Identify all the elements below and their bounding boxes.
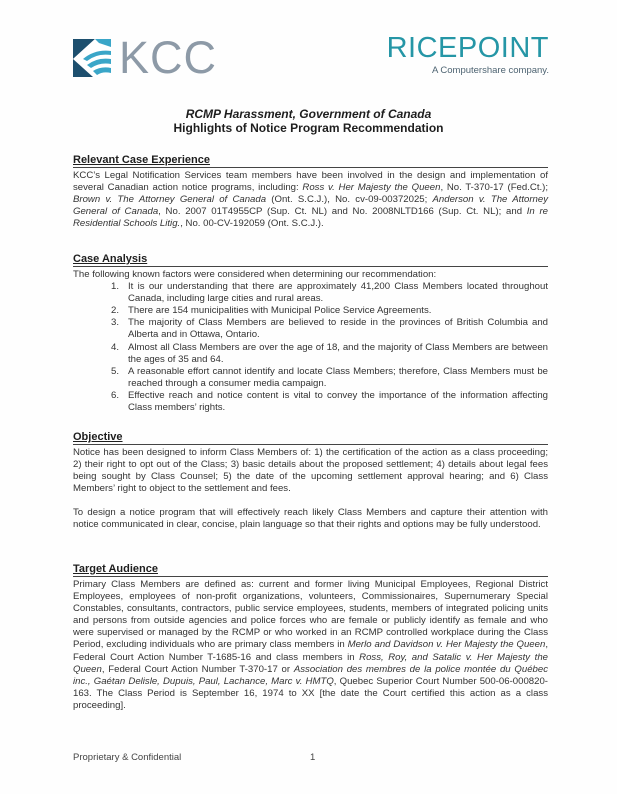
text-run: , No. 00-CV-192059 (Ont. S.C.J.). <box>180 218 324 230</box>
section-heading: Objective <box>73 431 548 445</box>
ricepoint-logo <box>387 33 549 76</box>
text-run: Primary Class Members are defined as: current and former living Municipal Employees, Regional District Employees, employees of non-profit organizations, volunteers, Commissionaires, Supernumerary Special Constables, consultants, contractors, public service employees, students, members of integrated policing units and persons from outside agencies and police forces who are female or publicly identify as female and who were supervised or managed by the RCMP or who worked in an RCMP controlled workplace during the Class Period, excluding individuals who are primary class members in <box>73 579 548 651</box>
section-objective <box>73 431 548 532</box>
case-citation: In re Residential Schools Litig. <box>73 206 548 230</box>
objective-paragraph-1: Notice has been designed to inform Class Members of: 1) the certification of the action as a class proceeding; 2) their right to opt out of the Class; 3) basic details about the proposed settlement; 4) details about legal fees being sought by Class Counsel; 5) the date of the upcoming settlement approval hearing; and 6) Class Members’ right to object to the settlement and fees. <box>73 447 548 495</box>
kcc-logo-text: KCC <box>119 32 218 83</box>
factor-item <box>73 281 548 305</box>
case-experience-paragraph <box>73 170 548 230</box>
factor-number: 6. <box>111 389 120 401</box>
factor-item <box>73 390 548 414</box>
factor-item <box>73 305 548 317</box>
factor-item <box>73 366 548 390</box>
factor-number: 4. <box>111 341 120 353</box>
text-run: , No. T-370-17 (Fed.Ct.); <box>440 182 549 194</box>
text-run: , Federal Court Action Number T-1685-16 and class members in <box>73 639 548 663</box>
section-case-analysis <box>73 253 548 414</box>
ricepoint-logo-text: RICEPOINT <box>386 32 549 64</box>
kcc-logo <box>73 32 218 83</box>
factors-list <box>73 281 548 414</box>
title-case-name: RCMP Harassment, Government of Canada <box>185 107 432 121</box>
case-citation: Ross, Roy, and Satalic v. Her Majesty the Queen <box>73 651 548 675</box>
case-citation: Brown v. The Attorney General of Canada <box>73 194 267 206</box>
title-subtitle: Highlights of Notice Program Recommendation <box>173 121 444 135</box>
objective-paragraph-2: To design a notice program that will effectively reach likely Class Members and capture their attention with notice communicated in clear, concise, plain language so that their rights and options may be fully understood. <box>73 507 548 531</box>
text-run: , Federal Court Action Number T-370-17 or <box>101 663 294 675</box>
factor-number: 2. <box>111 305 120 317</box>
case-citation: Association des membres de la police montée du Québec inc., Gaétan Delisle, Dupuis, Paul, Lachance, Marc v. HMTQ <box>73 663 548 687</box>
section-heading: Case Analysis <box>73 253 548 267</box>
document-title <box>0 107 617 136</box>
section-target-audience <box>73 563 548 712</box>
factor-number: 3. <box>111 317 120 329</box>
text-run: , No. 2007 01T4955CP (Sup. Ct. NL) and No. 2008NLTD166 (Sup. Ct. NL); and <box>158 206 527 218</box>
factor-text: The majority of Class Members are believed to reside in the provinces of British Columbia and Alberta and in Ottawa, Ontario. <box>128 317 548 341</box>
footer-confidential-label: Proprietary & Confidential <box>73 752 182 763</box>
kcc-logo-mark-icon <box>73 39 111 77</box>
factor-text: Effective reach and notice content is vital to convey the importance of the information affecting Class members’ rights. <box>128 389 548 414</box>
factor-text: A reasonable effort cannot identify and locate Class Members; therefore, Class Members must be reached through a consumer media campaign. <box>128 365 548 389</box>
section-heading: Relevant Case Experience <box>73 154 548 168</box>
case-citation: Ross v. Her Majesty the Queen <box>302 182 441 194</box>
case-citation: Merlo and Davidson v. Her Majesty the Queen <box>347 639 546 651</box>
factor-item <box>73 317 548 341</box>
text-run: KCC’s Legal Notification Services team members have been involved in the design and implementation of several Canadian action notice programs, including: <box>73 170 548 194</box>
text-run: (Ont. S.C.J.), No. cv-09-00372025; <box>266 194 433 206</box>
section-relevant-case-experience <box>73 154 548 230</box>
ricepoint-tagline: A Computershare company. <box>431 65 549 76</box>
factor-item <box>73 342 548 366</box>
factor-text: Almost all Class Members are over the age of 18, and the majority of Class Members are between the ages of 35 and 64. <box>128 341 548 365</box>
factor-number: 1. <box>111 281 120 293</box>
page-footer <box>73 752 548 763</box>
factor-text: It is our understanding that there are approximately 41,200 Class Members located throughout Canada, including large cities and rural areas. <box>128 281 548 305</box>
case-citation: Anderson v. The Attorney General of Canada <box>73 194 548 218</box>
page-number: 1 <box>310 752 316 763</box>
factor-number: 5. <box>111 365 120 377</box>
text-run: , Quebec Superior Court Number 500-06-000820-163. The Class Period is September 16, 1974 to XX [the date the Court certified this action as a class proceeding]. <box>73 675 548 711</box>
case-analysis-intro: The following known factors were considered when determining our recommendation: <box>73 269 437 280</box>
section-heading: Target Audience <box>73 563 548 577</box>
factor-text: There are 154 municipalities with Municipal Police Service Agreements. <box>128 305 432 317</box>
target-audience-paragraph <box>73 579 548 712</box>
